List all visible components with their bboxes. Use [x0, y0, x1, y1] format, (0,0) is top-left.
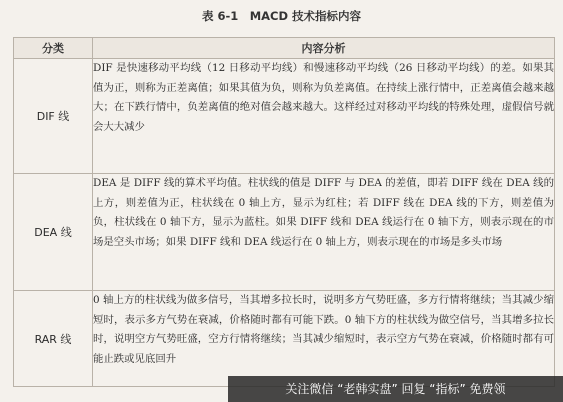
- content-cell-rar: 0 轴上方的柱状线为做多信号，当其增多拉长时，说明多方气势旺盛，多方行情将继续；当其减少缩短时，表示多方气势在衰减，价格随时都有可能下跌。0 轴下方的柱状线为做空信号，当其增多拉长时，说明空方气势旺盛，空方行情将继续；当其减少缩短时，表示空方气势在衰减，价格随时都有可能止跌或见底回升: [93, 291, 555, 387]
- table-row: [14, 291, 555, 387]
- header-content-analysis: 内容分析: [93, 38, 555, 59]
- macd-content-table: [13, 37, 555, 387]
- table-header-row: [14, 38, 555, 59]
- watermark-banner: 关注微信 “老韩实盘” 回复 “指标” 免费领: [228, 376, 563, 402]
- category-cell-dif: DIF 线: [14, 59, 93, 174]
- content-cell-dea: DEA 是 DIFF 线的算术平均值。柱状线的值是 DIFF 与 DEA 的差值，即若 DIFF 线在 DEA 线的上方，则差值为正，柱状线在 0 轴上方，显示为红柱；若 DIFF 线在 DEA 线的下方，则差值为负，柱状线在 0 轴下方，显示为蓝柱。如果 DIFF 线和 DEA 线运行在 0 轴下方，则表示现在的市场是空头市场；如果 DIFF 线和 DEA 线运行在 0 轴上方，则表示现在的市场是多头市场: [93, 174, 555, 291]
- content-cell-dif: DIF 是快速移动平均线（12 日移动平均线）和慢速移动平均线（26 日移动平均线）的差。如果其值为正，则称为正差离值；如果其值为负，则称为负差离值。在持续上涨行情中，正差离值会越来越大；在下跌行情中，负差离值的绝对值会越来越大。这样经过对移动平均线的特殊处理，虚假信号就会大大减少: [93, 59, 555, 174]
- table-row: [14, 59, 555, 174]
- category-cell-dea: DEA 线: [14, 174, 93, 291]
- table-caption: 表 6-1 MACD 技术指标内容: [201, 9, 362, 23]
- header-category: 分类: [14, 38, 93, 59]
- category-cell-rar: RAR 线: [14, 291, 93, 387]
- table-row: [14, 174, 555, 291]
